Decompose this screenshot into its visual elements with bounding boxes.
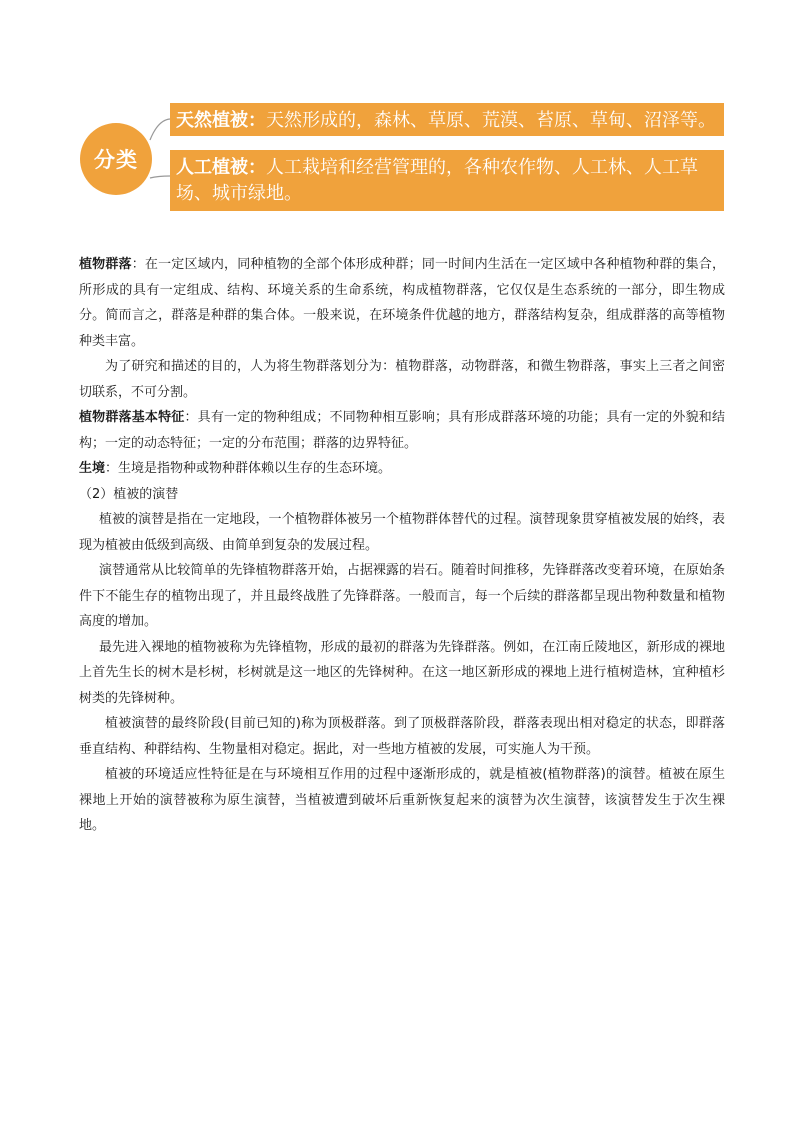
branch-desc: 人工栽培和经营管理的，各种农作物、人工林、人工草场、城市绿地。 (176, 157, 698, 204)
paragraph-pioneer-plants (79, 635, 725, 712)
paragraph-text: 演替通常从比较简单的先锋植物群落开始，占据裸露的岩石。随着时间推移，先锋群落改变着环境，在原始条件下不能生存的植物出现了，并且最终战胜了先锋群落。一般而言，每一个后续的群落都呈现出物种数量和植物高度的增加。 (79, 563, 725, 629)
paragraph-climax-community (79, 711, 725, 762)
paragraph-text: 为了研究和描述的目的，人为将生物群落划分为：植物群落，动物群落，和微生物群落，事实上三者之间密切联系，不可分割。 (79, 359, 725, 400)
natural-vegetation-box (170, 103, 724, 136)
paragraph-text: 植被演替的最终阶段(目前已知的)称为顶极群落。到了顶极群落阶段，群落表现出相对稳定的状态，即群落垂直结构、种群结构、生物量相对稳定。据此，对一些地方植被的发展，可实施人为干预。 (79, 716, 725, 757)
paragraph-text: 最先进入裸地的植物被称为先锋植物，形成的最初的群落为先锋群落。例如，在江南丘陵地区，新形成的裸地上首先生长的树木是杉树，杉树就是这一地区的先锋树种。在这一地区新形成的裸地上进行植树造林，宜种植杉树类的先锋树种。 (79, 639, 725, 706)
term: 植物群落 (79, 257, 132, 272)
paragraph-community-division (79, 354, 725, 405)
paragraph-text: 植被的演替是指在一定地段，一个植物群体被另一个植物群体替代的过程。演替现象贯穿植被发展的始终，表现为植被由低级到高级、由简单到复杂的发展过程。 (79, 512, 725, 553)
paragraph-plant-community (79, 252, 725, 354)
paragraph-habitat (79, 456, 725, 482)
category-circle (80, 123, 152, 195)
term: 植物群落基本特征 (79, 410, 185, 425)
paragraph-primary-secondary (79, 762, 725, 839)
branch-desc: 天然形成的，森林、草原、荒漠、苔原、草甸、沼泽等。 (266, 110, 716, 131)
paragraph-succession-def (79, 507, 725, 558)
paragraph-text: ：生境是指物种或物种群体赖以生存的生态环境。 (105, 461, 392, 476)
branch-term: 人工植被： (176, 157, 266, 178)
paragraph-community-features (79, 405, 725, 456)
paragraph-succession-process (79, 558, 725, 635)
branch-term: 天然植被： (176, 110, 266, 131)
paragraph-text: 植被的环境适应性特征是在与环境相互作用的过程中逐渐形成的，就是植被(植物群落)的演替。植被在原生裸地上开始的演替被称为原生演替，当植被遭到破坏后重新恢复起来的演替为次生演替，该演替发生于次生裸地。 (79, 767, 725, 833)
paragraph-text: ：在一定区域内，同种植物的全部个体形成种群；同一时间内生活在一定区域中各种植物种群的集合，所形成的具有一定组成、结构、环境关系的生命系统，构成植物群落，它仅仅是生态系统的一部分，即生物成分。简而言之，群落是种群的集合体。一般来说，在环境条件优越的地方，群落结构复杂，组成群落的高等植物种类丰富。 (79, 257, 725, 349)
document-body (79, 252, 725, 839)
classification-diagram (0, 0, 794, 230)
artificial-vegetation-box (170, 150, 724, 211)
category-label: 分类 (94, 148, 138, 172)
paragraph-text: ：具有一定的物种组成；不同物种相互影响；具有形成群落环境的功能；具有一定的外貌和结构；一定的动态特征；一定的分布范围；群落的边界特征。 (79, 410, 725, 451)
section-heading: （2）植被的演替 (79, 486, 179, 502)
term: 生境 (79, 461, 106, 476)
